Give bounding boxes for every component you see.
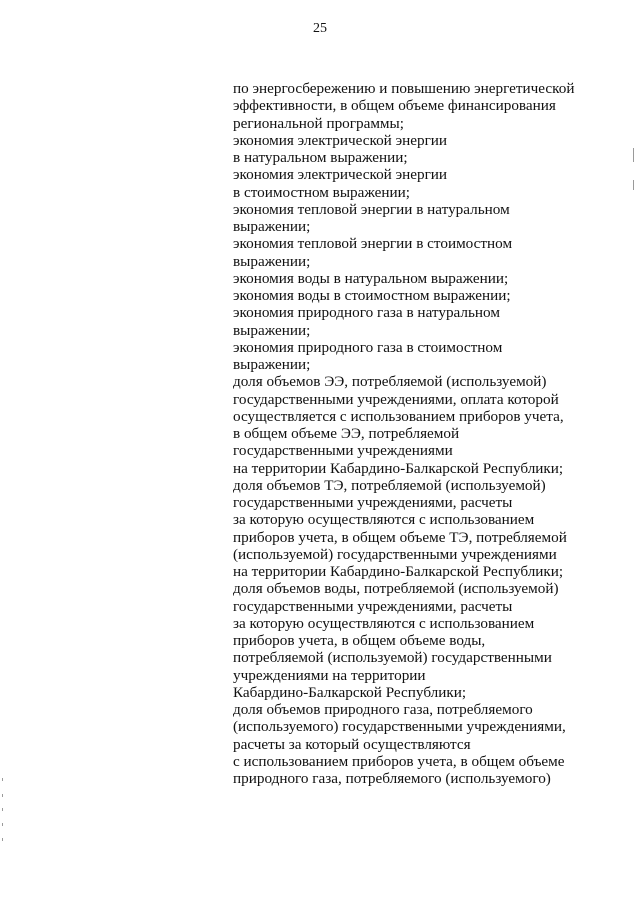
text-line: на территории Кабардино-Балкарской Республики; [233, 459, 564, 477]
scan-mark-left [2, 838, 3, 841]
text-line: доля объемов воды, потребляемой (используемой) [233, 580, 559, 598]
text-line: выражении; [233, 218, 311, 235]
text-line: Кабардино-Балкарской Республики; [233, 683, 467, 701]
text-line: с использованием приборов учета, в общем объеме [233, 752, 565, 770]
text-line: экономия природного газа в стоимостном [233, 338, 503, 356]
text-line: экономия электрической энергии [233, 131, 448, 149]
text-line: эффективности, в общем объеме финансирования [233, 97, 556, 115]
text-line: (используемого) государственными учреждениями, [233, 718, 566, 736]
text-line: экономия тепловой энергии в натуральном [233, 200, 510, 218]
text-line: экономия природного газа в натуральном [233, 304, 500, 322]
text-line: выражении; [233, 321, 311, 339]
text-line: экономия электрической энергии [233, 166, 448, 184]
text-line: на территории Кабардино-Балкарской Республики; [233, 563, 564, 580]
text-line: выражении; [233, 252, 311, 270]
text-line: расчеты за который осуществляются [233, 735, 471, 753]
page-number: 25 [313, 21, 327, 36]
text-line: выражении; [233, 356, 311, 373]
text-line: государственными учреждениями, оплата которой [233, 390, 559, 408]
text-line: экономия воды в стоимостном выражении; [233, 287, 511, 304]
text-line: в стоимостном выражении; [233, 183, 411, 201]
text-line: экономия тепловой энергии в стоимостном [233, 235, 513, 253]
text-line: учреждениями на территории [233, 666, 426, 684]
text-line: государственными учреждениями, расчеты [233, 494, 513, 511]
text-line: по энергосбережению и повышению энергетической [233, 80, 575, 97]
text-line: доля объемов ЭЭ, потребляемой (используемой) [233, 373, 547, 391]
text-line: природного газа, потребляемого (используемого) [233, 770, 551, 787]
scan-mark-left [2, 808, 3, 811]
text-line: доля объемов ТЭ, потребляемой (используемой) [233, 476, 546, 494]
text-line: (используемой) государственными учреждениями [233, 545, 557, 563]
text-line: за которую осуществляются с использованием [233, 511, 535, 529]
text-line: приборов учета, в общем объеме воды, [233, 632, 486, 649]
text-line: в натуральном выражении; [233, 149, 408, 166]
scan-mark-right [633, 148, 634, 162]
text-line: приборов учета, в общем объеме ТЭ, потребляемой [233, 528, 567, 546]
text-line: доля объемов природного газа, потребляемого [233, 701, 533, 718]
text-line: за которую осуществляются с использованием [233, 614, 535, 632]
text-line: экономия воды в натуральном выражении; [233, 269, 509, 287]
scan-mark-left [2, 823, 3, 826]
text-line: осуществляется с использованием приборов учета, [233, 407, 564, 425]
text-line: государственными учреждениями, расчеты [233, 597, 513, 615]
text-line: потребляемой (используемой) государственными [233, 649, 552, 667]
body-text [233, 80, 633, 787]
text-line: государственными учреждениями [233, 442, 453, 460]
scan-mark-right [633, 180, 634, 190]
text-line: в общем объеме ЭЭ, потребляемой [233, 425, 460, 442]
scan-mark-left [2, 778, 3, 781]
text-line: региональной программы; [233, 114, 404, 132]
scan-mark-left [2, 794, 3, 797]
